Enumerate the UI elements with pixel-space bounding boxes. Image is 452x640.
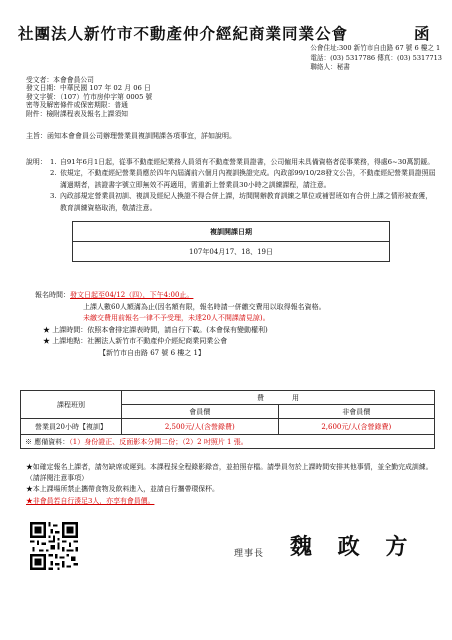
org-title: 社團法人新竹市不動產仲介經紀商業同業公會 [18, 24, 349, 43]
contact-person: 聯絡人：秘書 [310, 63, 350, 72]
subject-line: 主旨：函知本會會員公司辦理營業員複訓開課各項事宜，詳如說明。 [26, 132, 236, 140]
qr-code-icon [30, 522, 78, 570]
registration-note: 上課人數60人額滿為止(因名額有限，報名時請一併繳交費用以取得報名資格。 [83, 302, 326, 311]
contact-block [310, 44, 442, 73]
class-place: ★ 上課地點：社團法人新竹市不動產仲介經紀商業同業公會 [43, 337, 228, 346]
explain-item: 3. 內政部規定營業員初訓、複訓及經紀人換證不得合併上課，坊間開辦教育訓練之單位或補習班如有合併上課之情形被查獲，教育訓練資格取消，敬請注意。 [50, 192, 433, 212]
registration-label: 報名時間： [35, 291, 70, 299]
note-item: ★非會員若自行湊足3人，亦享有會員價。 [26, 496, 155, 505]
docs-label: ※ 應備資料： [25, 437, 70, 446]
dates-value: 107年04月17、18、19日 [73, 242, 390, 262]
class-time: ★ 上課時間：依照本會排定課表時間，請自行下載。(本會保有變動權利) [43, 325, 268, 334]
docs-text: （1）身份證正、反面影本分開二份；（2）2 吋照片 1 張。 [69, 437, 248, 446]
member-price: 2,500元/人(含營錄費) [122, 419, 279, 435]
meta-block [26, 76, 152, 118]
doc-type: 函 [414, 24, 431, 43]
explain-label: 說明： [26, 158, 47, 166]
class-name: 營業員20小時【複訓】 [21, 419, 122, 435]
fee-header: 費 用 [122, 391, 435, 405]
member-header: 會員價 [122, 405, 279, 419]
registration-block [35, 290, 445, 360]
meta-attachment: 附件：檢附課程表及報名上課須知 [26, 109, 128, 118]
dates-heading: 複訓開課日期 [73, 222, 390, 242]
class-header: 課程班別 [21, 391, 122, 419]
class-address: 【新竹市自由路 67 號 6 樓之 1】 [99, 348, 205, 357]
explain-block [26, 157, 436, 214]
meta-recipient: 受文者：本會會員公司 [26, 76, 94, 84]
contact-phone: 電話：(03) 5317786 傳真：(03) 5317713 [310, 53, 442, 62]
note-item: ★如確定報名上課者，請勿缺席或遲到。本課程採全程錄影錄音，並拍照存檔。請學員勿於上課時間安排其他事情，並全勤完成訓練。（請詳閱注意事項） [26, 463, 433, 483]
contact-address: 公會住址:300 新竹市自由路 67 號 6 樓之 1 [310, 44, 441, 52]
notes-block [26, 462, 436, 507]
explain-item: 2. 依規定，不動產經紀營業員應於四年內屆滿前六個月內複訓換證完成。內政部99/10/28發文公告，不動產經紀營業員證照屆滿過期者，該證書字號立即無效不再適用，需重新上營業員30小時之訓練課程，請注意。 [50, 169, 436, 189]
nonmember-header: 非會員價 [278, 405, 435, 419]
document-title [18, 22, 438, 44]
fee-table [20, 390, 435, 449]
meta-classification: 密等及解密條件或保密期限：普通 [26, 101, 128, 110]
dates-table [72, 221, 390, 262]
nonmember-price: 2,600元/人(含營錄費) [278, 419, 435, 435]
registration-time: 發文日起至04/12（四），下午4:00止。 [70, 291, 194, 299]
note-item: ★本上課場所禁止攜帶食物及飲料進入，並請自行攜帶環保杯。 [26, 485, 219, 494]
signature-name: 魏 政 方 [290, 534, 417, 560]
signature-title: 理事長 [234, 549, 265, 559]
meta-date: 發文日期：中華民國 107 年 02 月 06 日 [26, 84, 151, 93]
meta-number: 發文字號：（107）竹市房仲字第 0005 號 [26, 92, 153, 101]
explain-item: 1. 自91年6月1日起，從事不動產經紀業務人員須有不動產營業員證書，公司僱用未具備資格者從事業務，得處6~30萬罰鍰。 [50, 158, 435, 166]
registration-warning: 未繳交費用前報名一律不予受理，未達20人不開課請見諒)。 [83, 314, 270, 323]
